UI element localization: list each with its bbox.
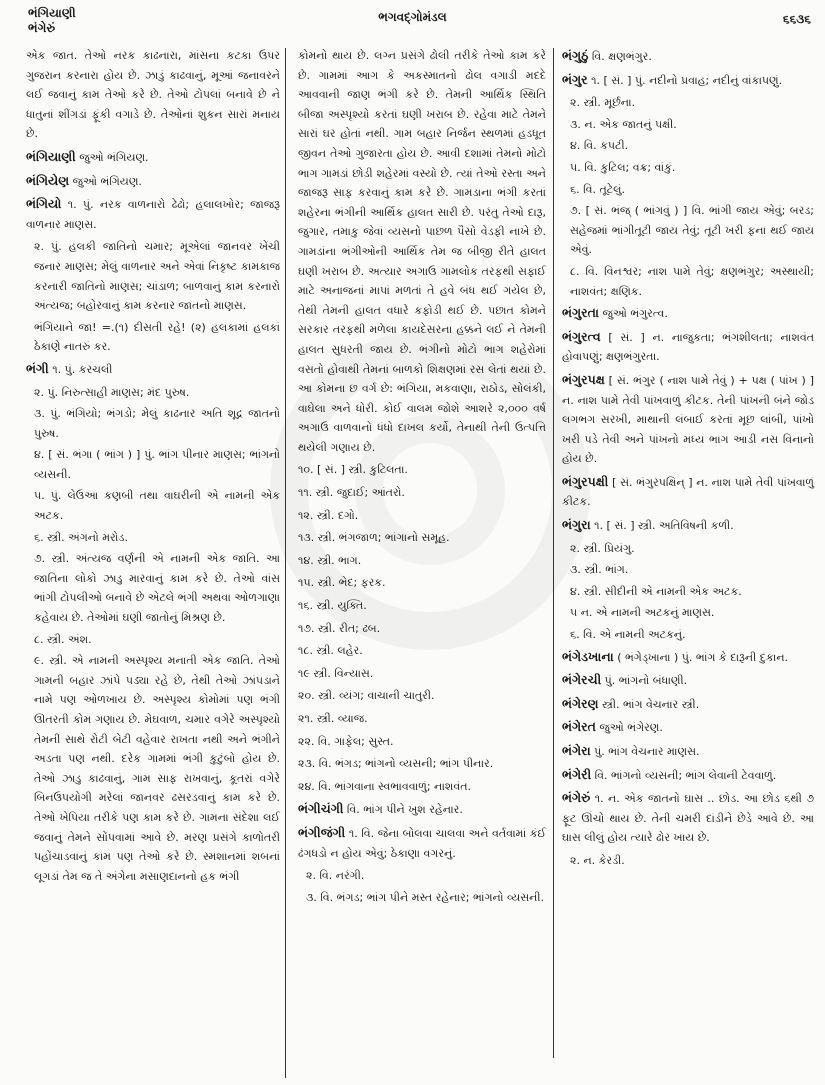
dictionary-entry	[562, 327, 814, 367]
headword: ભંગુરા	[562, 517, 591, 533]
column-1	[26, 46, 280, 888]
headword: ભંગુરત્વ	[562, 328, 601, 344]
dictionary-entry	[562, 741, 814, 762]
guide-word-last: ભંગેરું	[28, 21, 56, 35]
dictionary-entry	[562, 370, 814, 469]
headword: ભંગેરું	[562, 790, 591, 806]
definition: જુઓ ભંગુરત્વ.	[602, 307, 668, 321]
definition: વિ. ક્ષણભંગુર.	[591, 50, 652, 63]
sense-definition: ૧૬. સ્ત્રી. યુક્તિ.	[298, 599, 367, 613]
page-header	[0, 0, 825, 40]
sense-definition: ૩. પું. ભંગિયો; ભંગડો; મેલું કાઢનાર અતિ શૂદ્ર જાતનો પુરુષ.	[34, 407, 280, 440]
guide-word-first: ભંગિયાણી	[28, 6, 76, 20]
dictionary-entry	[26, 171, 280, 192]
dictionary-entry	[26, 147, 280, 168]
definition: વિ. ભાંગનો વ્યસની; ભાંગ લેવાની ટેવવાળું.	[594, 768, 777, 782]
headword: ભંગુઠું	[562, 48, 589, 63]
running-title: ભગવદ્ગોમંડલ	[378, 10, 447, 24]
sense-definition: ૨. સ્ત્રી. મૂર્છના.	[570, 96, 636, 110]
definition: [ સં. ભંગુર ( નાશ પામે તેવું ) + પક્ષ ( પાંખ ) ] ન. નાશ પામે તેવી પાંખવાળું કીટક. તેની પાંખની બંને જોડ લગભગ સરખી, માથાની લંબાઈ કરતાં મૂછ લાંબી, પાંખો ખરી પડે તેવી અને પાંખનો મધ્ય ભાગ આડી નસ વિનાનો હોય છે.	[562, 373, 814, 466]
dictionary-entry	[26, 194, 280, 234]
page-number: ૬૬૩૬	[782, 12, 811, 26]
sense-definition: ૮. વિ. વિનશ્વર; નાશ પામે તેવું; ક્ષણભંગુર; અસ્થાયી; નાશવંત; ક્ષણિક.	[570, 264, 814, 298]
sense-definition: ૯. સ્ત્રી. એ નામની અસ્પૃશ્ય મનાતી એક જાતિ. તેઓ ગામની બહાર ઝાંપે પડ્યા રહે છે, તેથી તેઓ ઝાંપડાને નામે પણ ઓળખાય છે. અસ્પૃશ્ય કોમોમાં પણ ભંગી ઊતરતી કોમ ગણાય છે. મેઘવાળ, ચમાર વગેરે અસ્પૃશ્યો તેમની સાથે રોટી બેટી વહેવાર રાખતા નથી અને ભંગીને અડતા પણ નથી. દરેક ગામમાં ભંગી કુટુંબો હોય છે. તેઓ ઝાડુ કાઢવાનું, ગામ સાફ રાખવાનું, કૂતરાં વગેરે બિનઉપયોગી મરેલાં જાનવર ઢસરડવાનું કામ કરે છે. તેઓ ખેપિયા તરીકે પણ કામ કરે છે. ગામના સંદેશા લઈ જવાનું તેમને સોંપવામાં આવે છે. મરણ પ્રસંગે કાળોતરી પહોંચાડવાનું કામ પણ તેઓ કરે છે. સ્મશાનમાં શબનાં લૂગડાં તેમ જ તે અંગેના મસાણદાનનો હક ભંગી	[34, 654, 280, 883]
sense-definition: ૪. [ સં. ભંગા ( ભાંગ ) ] પું. ભાંગ પીનાર માણસ; ભાંગનો વ્યસની.	[34, 448, 280, 481]
definition: ૧. ન. એક જાતનો ઘાસ .. છોડ. આ છોડ ૬થી ૭ ફૂટ ઊંચો થાય છે. તેની ચમરી દાંડીને છેડે આવે છે. આ ઘાસ લીલું હોય ત્યારે ઢોર ખાય છે.	[562, 792, 814, 845]
dictionary-entry	[562, 694, 814, 715]
dictionary-entry	[562, 303, 814, 324]
column-divider-2	[553, 48, 554, 1058]
headword: ભંગુરપક્ષ	[562, 371, 605, 387]
dictionary-entry	[298, 823, 546, 863]
definition: જુઓ ભંગિયણ.	[79, 150, 149, 164]
headword: ભંગેડખાના	[562, 648, 614, 664]
headword: ભંગિયો	[26, 196, 62, 212]
dictionary-entry	[562, 515, 814, 536]
sense-definition: ૨૪. વિ. ભાંગવાના સ્વભાવવાળું; નાશવંત.	[298, 779, 472, 793]
dictionary-entry	[562, 670, 814, 691]
continued-definition: કોમનો થાય છે. લગ્ન પ્રસંગે ઢોલી તરીકે તેઓ કામ કરે છે. ગામમાં આગ કે અકસ્માતનો ઢોલ વગાડી મદદે આવવાની જાણ ભંગી કરે છે. તેમની આર્થિક સ્થિતિ બીજા અસ્પૃશ્યો કરતાં ઘણી ખરાબ છે. રહેવા માટે તેમને સારાં ઘર હોતાં નથી. ગામ બહાર નિર્જન સ્થળમાં હડધૂત જીવન તેઓ ગુજારતા હોય છે. આવી દશામાં તેમનો મોટો ભાગ ગામડાં છોડી શહેરમાં વસ્યો છે. ત્યાં તેઓ રસ્તા અને જાજરૂ સાફ કરવાનું કામ કરે છે. ગામડાના ભંગી કરતાં શહેરના ભંગીની આર્થિક હાલત સારી છે. પરંતુ તેઓ દારૂ, જુગાર, તમાકુ જેવાં વ્યસનો પાછળ પૈસો વેડફી નાખે છે. ગામડાંના ભંગીઓની આર્થિક તેમ જ બીજી રીતે હાલત ઘણી ખરાબ છે. અત્યાર અગાઉ ગામલોક તરફથી સફાઈ માટે અનાજનાં માપાં મળતાં તે હવે બંધ થઈ ગયેલ છે, તેથી તેમની હાલત વધારે કફોડી થઈ છે. પછાત કોમને સરકાર તરફથી મળેલા કાયદેસરના હક્કને લઈ ને તેમની હાલત સુધરતી જાય છે. ભંગીનો મોટો ભાગ શહેરોમાં વસતો હોવાથી તેમનાં બાળકો શિક્ષણમાં રસ લેતાં થયાં છે. આ કોમના છ વર્ગ છે: ભંગિયા, મકવાણા, રાઠોડ, સોલંકી, વાઘેલા અને ધોરી. કોઈ વાલમ જોશે આશરે ૨,૦૦૦ વર્ષ અગાઉ વાળવાનો ધંધો દાખલ કર્યો, તેનાથી તેની ઉત્પત્તિ થયેલી ગણાય છે.	[298, 49, 546, 454]
headword: ભંગેરી	[562, 766, 592, 782]
sense-definition: ૧૯ સ્ત્રી. વિન્યાસ.	[298, 666, 374, 680]
definition: [ સં. ] ન. નાજુકતા; ભંગશીલતા; નાશવંત હોવાપણું; ક્ષણભંગુરતા.	[562, 330, 815, 364]
headword: ભંગેરચી	[562, 672, 602, 688]
sense-definition: ૧૪. સ્ત્રી. ભાગ.	[298, 553, 362, 567]
sense-definition: ૭. [ સં. ભંજ્ ( ભાંગવું ) ] વિ. ભાંગી જાય એવું; બરડ; સહેજમાં ભાંગીતૂટી જાય તેવું; તૂટી ખરી ફના થઈ જાય એવું.	[570, 204, 814, 257]
continued-definition: એક જાત. તેઓ નરક કાઢનારા, માંસના કટકા ઉપર ગુજરાન કરનારા હોય છે. ઝાડું કાઢવાનું, મૂઆં જનાવરને લઈ જવાનું કામ તેઓ કરે છે. તેઓ ટોપલાં બનાવે છે ને ધાતુનાં શીંગડાં ફૂંકી વગાડે છે. તેઓનાં શુકન સારાં મનાય છે.	[26, 49, 280, 141]
sense-definition: ૭. સ્ત્રી. અંત્યજ વર્ણની એ નામની એક જાતિ. આ જાતિના લોકો ઝાડુ મારવાનું કામ કરે છે. તેઓ વાંસ ભાંગી ટોપલીઓ બનાવે છે એટલે ભંગી અથવા ઓળગાણા કહેવાય છે. તેઓમાં ઘણી જાતોનું મિશ્રણ છે.	[34, 552, 280, 625]
definition: [ સં. ભંગુરપક્ષિન્ ] ન. નાશ પામે તેવી પાંખવાળું કીટક.	[562, 475, 815, 509]
sense-definition: ૮. સ્ત્રી. અંશ.	[34, 632, 92, 646]
sense-definition: ૨૩. વિ. ભંગડ; ભાંગનો વ્યસની; ભાંગ પીનાર.	[298, 757, 494, 771]
sense-definition: ૧૭. સ્ત્રી. રીત; ઢબ.	[298, 621, 381, 635]
sense-definition: ૪. સ્ત્રી. સીદીની એ નામની એક અટક.	[570, 584, 742, 598]
sense-definition: ૧૧. સ્ત્રી. જુદાઈ; આંતરો.	[298, 486, 405, 500]
sense-definition: ૨. વિ. નરંગી.	[306, 869, 365, 883]
sense-definition: ૨. સ્ત્રી. પ્રિયંગુ.	[570, 541, 635, 555]
headword: ભંગુરપક્ષી	[562, 473, 609, 489]
headword: ભંગેરણ	[562, 695, 599, 711]
sense-definition: ૬. વિ. તૂટેલું.	[570, 182, 625, 196]
headword: ભંગી	[26, 360, 49, 376]
sense-definition: ૧૦. [ સં. ] સ્ત્રી. કુટિલતા.	[298, 463, 408, 477]
dictionary-entry	[298, 799, 546, 820]
definition: ( ભંગેડ્ખાના ) પું. ભાંગ કે દારૂની દુકાન.	[617, 650, 789, 664]
sense-definition: ૧૨. સ્ત્રી. દગો.	[298, 508, 359, 522]
headword: ભંગેરા	[562, 743, 591, 758]
definition: ૧. [ સં. ] સ્ત્રી. અતિવિષની કળી.	[594, 519, 734, 533]
sense-definition: ૨૦. સ્ત્રી. વ્યંગ; વાચાની ચાતુરી.	[298, 689, 435, 703]
dictionary-entry	[26, 359, 280, 380]
sense-definition: ભંગિયાને જા! =.(૧) દીસતી રહે! (૨) હલકામાં હલકાં ઠેકાણે નાતરું કર.	[34, 320, 280, 354]
sense-definition: ૩. સ્ત્રી. ભાંગ.	[570, 563, 629, 577]
sense-definition: ૧૮. સ્ત્રી. લહેર.	[298, 644, 363, 658]
sense-definition: ૨. પું. હલકી જાતિનો ચમાર; મૂએલાં જાનવર ખેંચી જનાર માણસ; મેલું વાળનાર અને એવાં નિકૃષ્ટ કામકાજ કરનારી જાતિનો માણસ; ચાંડાળ; બાળવાનું કામ કરનારો અંત્યજ; બહોરવાનું કામ કરનાર જાતનો માણસ.	[34, 240, 280, 313]
sense-definition: ૧૫. સ્ત્રી. ભેદ; ફરક.	[298, 576, 386, 590]
definition: ૧. પું. કરચલી	[52, 362, 113, 376]
definition: જુઓ ભંગિયણ.	[72, 174, 142, 188]
sense-definition: ૫ ન. એ નામની અટકનું માણસ.	[570, 606, 715, 620]
column-3	[562, 46, 814, 873]
definition: ૧. [ સં. ] પું. નદીનો પ્રવાહ; નદીનું વાંકાપણું.	[591, 73, 783, 87]
definition: પું. ભાંગનો બંધાણી.	[604, 674, 688, 688]
headword: ભંગીચંગી	[298, 801, 344, 817]
dictionary-entry	[562, 788, 814, 848]
sense-definition: ૩. વિ. ભંગડ; ભાંગ પીને મસ્ત રહેનાર; ભાંગનો વ્યસની.	[306, 890, 544, 904]
headword: ભંગીજંગી	[298, 824, 346, 840]
dictionary-entry	[562, 472, 814, 512]
dictionary-entry	[562, 765, 814, 786]
headword: ભંગુર	[562, 71, 588, 87]
sense-definition: ૬. સ્ત્રી. અંગનો મરોડ.	[34, 530, 128, 544]
sense-definition: ૬. વિ. એ નામની અટકનું.	[570, 628, 686, 642]
dictionary-entry	[562, 70, 814, 91]
dictionary-entry	[562, 717, 814, 738]
headword: ભંગુરતા	[562, 305, 599, 321]
sense-definition: ૫. વિ. કુટિલ; વક્ર; વાંકું.	[570, 160, 676, 174]
definition: ૧. વિ. જેના બોલવા ચાલવા અને વર્તવામાં કંઈ ઢંગધડો ન હોય એવું; ઠેકાણા વગરનું.	[298, 826, 546, 860]
sense-definition: ૨. ન. કેરડી.	[570, 853, 625, 867]
sense-definition: ૨૨. વિ. ગાફેલ; સુસ્ત.	[298, 734, 394, 748]
sense-definition: ૩. ન. એક જાતનું પક્ષી.	[570, 117, 677, 131]
definition: ૧. પું. નરક વાળનારો ઢેઢો; હલાલખોર; જાજરૂ વાળનાર માણસ.	[26, 198, 280, 231]
sense-definition: ૨. પું. નિરુત્સાહી માણસ; મંદ પુરુષ.	[34, 385, 190, 399]
sense-definition: ૫. પું. લેઉઆ કણબી તથા વાઘરીની એ નામની એક અટક.	[34, 489, 280, 523]
sense-definition: ૧૩. સ્ત્રી. ભંગજાળ; ભાંગાનો સમૂહ.	[298, 531, 450, 545]
dictionary-entry	[562, 46, 814, 67]
headword: ભંગિયાણી	[26, 148, 76, 164]
headword: ભંગેરત	[562, 719, 596, 735]
definition: પું. ભાંગ વેચનાર માણસ.	[594, 745, 700, 758]
dictionary-entry	[562, 647, 814, 668]
sense-definition: ૪. વિ. કપટી.	[570, 139, 629, 153]
column-2	[298, 46, 546, 909]
headword: ભંગિયેણ	[26, 172, 70, 188]
definition: જુઓ ભંગેરણ.	[599, 721, 663, 735]
sense-definition: ૨૧. સ્ત્રી. વ્યાજ.	[298, 712, 368, 725]
column-divider-1	[285, 48, 286, 1078]
definition: વિ. ભાંગ પીને ખુશ રહેનાર.	[346, 803, 463, 817]
definition: સ્ત્રી. ભાંગ વેચનાર સ્ત્રી.	[602, 697, 700, 711]
